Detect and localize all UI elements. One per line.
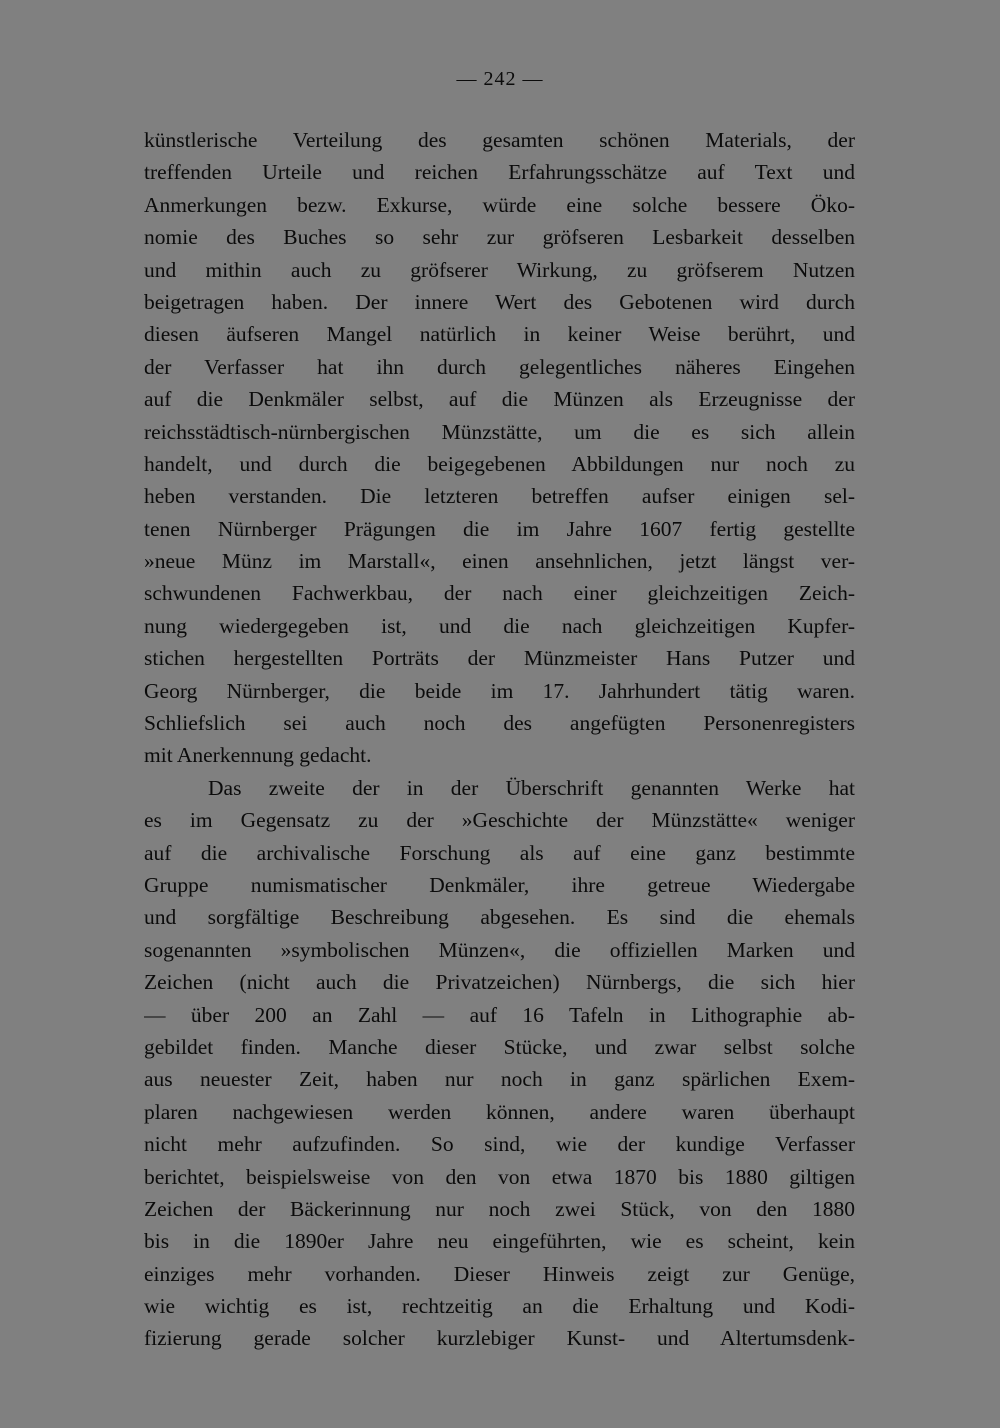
text-line: und mithin auch zu gröfserer Wirkung, zu gröfserem Nutzen xyxy=(144,257,855,282)
text-line: auf die archivalische Forschung als auf eine ganz bestimmte xyxy=(144,840,855,865)
text-line: Zeichen (nicht auch die Privatzeichen) Nürnbergs, die sich hier xyxy=(144,970,855,995)
text-line: Das zweite der in der Überschrift genannten Werke hat xyxy=(208,775,855,800)
text-line: heben verstanden. Die letzteren betreffen aufser einigen sel- xyxy=(144,484,855,509)
text-line: schwundenen Fachwerkbau, der nach einer gleichzeitigen Zeich- xyxy=(144,581,855,606)
text-line: Zeichen der Bäckerinnung nur noch zwei Stück, von den 1880 xyxy=(144,1196,855,1221)
text-line: beigetragen haben. Der innere Wert des Gebotenen wird durch xyxy=(144,289,855,314)
page-number: — 242 — xyxy=(456,68,544,90)
text-line: es im Gegensatz zu der »Geschichte der Münzstätte« weniger xyxy=(144,808,855,833)
text-line: nicht mehr aufzufinden. So sind, wie der kundige Verfasser xyxy=(144,1132,855,1157)
body-text xyxy=(144,124,855,1355)
text-line: sogenannten »symbolischen Münzen«, die offiziellen Marken und xyxy=(144,937,855,962)
text-line: diesen äufseren Mangel natürlich in keiner Weise berührt, und xyxy=(144,322,855,347)
text-line: Gruppe numismatischer Denkmäler, ihre getreue Wiedergabe xyxy=(144,872,855,897)
text-line: reichsstädtisch-nürnbergischen Münzstätte, um die es sich allein xyxy=(144,419,855,444)
text-line: mit Anerkennung gedacht. xyxy=(144,743,372,768)
text-line: nomie des Buches so sehr zur gröfseren Lesbarkeit desselben xyxy=(144,225,855,250)
text-line: treffenden Urteile und reichen Erfahrungsschätze auf Text und xyxy=(144,160,855,185)
text-line: Anmerkungen bezw. Exkurse, würde eine solche bessere Öko- xyxy=(144,192,855,217)
text-line: künstlerische Verteilung des gesamten schönen Materials, der xyxy=(144,128,855,152)
text-line: tenen Nürnberger Prägungen die im Jahre 1607 fertig gestellte xyxy=(144,516,855,541)
text-line: einziges mehr vorhanden. Dieser Hinweis zeigt zur Genüge, xyxy=(144,1261,855,1286)
text-line: berichtet, beispielsweise von den von etwa 1870 bis 1880 giltigen xyxy=(144,1164,855,1189)
text-line: wie wichtig es ist, rechtzeitig an die Erhaltung und Kodi- xyxy=(144,1294,855,1319)
text-line: plaren nachgewiesen werden können, andere waren überhaupt xyxy=(144,1099,855,1124)
text-line: Schliefslich sei auch noch des angefügten Personenregisters xyxy=(144,711,855,736)
text-line: aus neuester Zeit, haben nur noch in ganz spärlichen Exem- xyxy=(144,1067,855,1092)
text-line: der Verfasser hat ihn durch gelegentliches näheres Eingehen xyxy=(144,354,855,379)
text-line: Georg Nürnberger, die beide im 17. Jahrhundert tätig waren. xyxy=(144,678,855,703)
text-line: auf die Denkmäler selbst, auf die Münzen als Erzeugnisse der xyxy=(144,387,855,412)
text-line: stichen hergestellten Porträts der Münzmeister Hans Putzer und xyxy=(144,646,855,671)
text-line: »neue Münz im Marstall«, einen ansehnlichen, jetzt längst ver- xyxy=(144,549,855,574)
text-line: bis in die 1890er Jahre neu eingeführten, wie es scheint, kein xyxy=(144,1229,855,1254)
text-line: — über 200 an Zahl — auf 16 Tafeln in Lithographie ab- xyxy=(144,1002,855,1027)
text-line: nung wiedergegeben ist, und die nach gleichzeitigen Kupfer- xyxy=(144,613,855,638)
text-line: gebildet finden. Manche dieser Stücke, und zwar selbst solche xyxy=(144,1034,855,1059)
text-line: handelt, und durch die beigegebenen Abbildungen nur noch zu xyxy=(144,451,855,476)
text-line: fizierung gerade solcher kurzlebiger Kunst- und Altertumsdenk- xyxy=(144,1326,855,1351)
text-line: und sorgfältige Beschreibung abgesehen. Es sind die ehemals xyxy=(144,905,855,930)
